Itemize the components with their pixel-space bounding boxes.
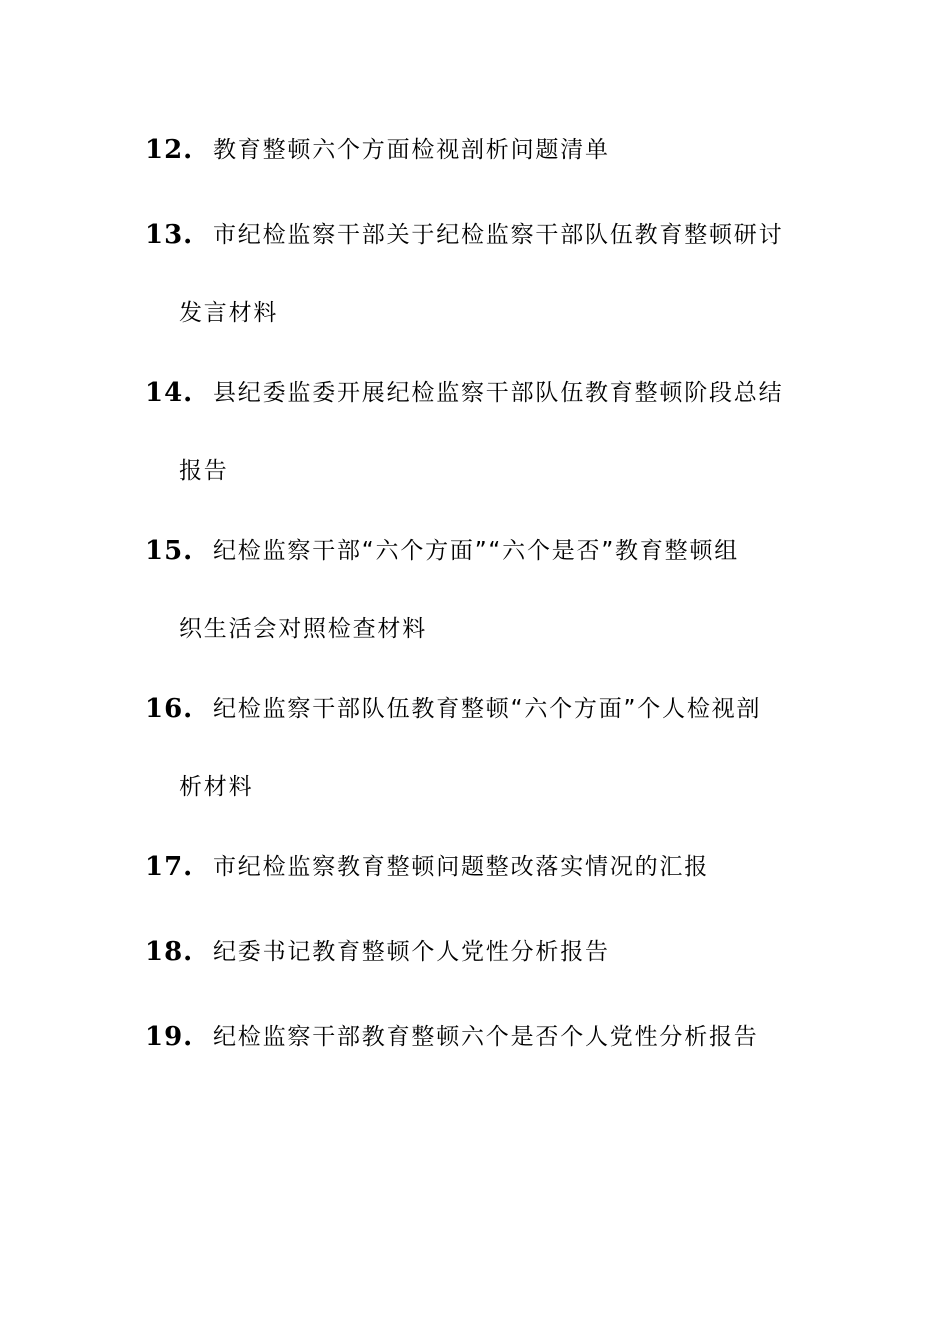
item-title-continuation: 报告 [179, 458, 229, 484]
item-title: 纪委书记教育整顿个人党性分析报告 [213, 939, 610, 965]
item-title-continuation: 织生活会对照检查材料 [179, 616, 427, 642]
item-number: 14. [145, 378, 194, 408]
item-number: 12. [145, 135, 194, 165]
item-number: 15. [145, 536, 194, 566]
item-title: 市纪检监察教育整顿问题整改落实情况的汇报 [213, 854, 709, 880]
item-title-continuation: 发言材料 [179, 300, 279, 326]
item-number: 13. [145, 220, 194, 250]
item-title: 纪检监察干部队伍教育整顿“六个方面”个人检视剖 [213, 696, 762, 722]
item-title: 纪检监察干部“六个方面”“六个是否”教育整顿组 [213, 538, 740, 564]
item-number: 17. [145, 852, 194, 882]
item-title: 教育整顿六个方面检视剖析问题清单 [213, 137, 610, 163]
item-title: 纪检监察干部教育整顿六个是否个人党性分析报告 [213, 1024, 759, 1050]
item-title: 县纪委监委开展纪检监察干部队伍教育整顿阶段总结 [213, 380, 784, 406]
item-number: 18. [145, 937, 194, 967]
item-number: 16. [145, 694, 194, 724]
item-title: 市纪检监察干部关于纪检监察干部队伍教育整顿研讨 [213, 222, 784, 248]
item-title-continuation: 析材料 [179, 774, 254, 800]
item-number: 19. [145, 1022, 194, 1052]
